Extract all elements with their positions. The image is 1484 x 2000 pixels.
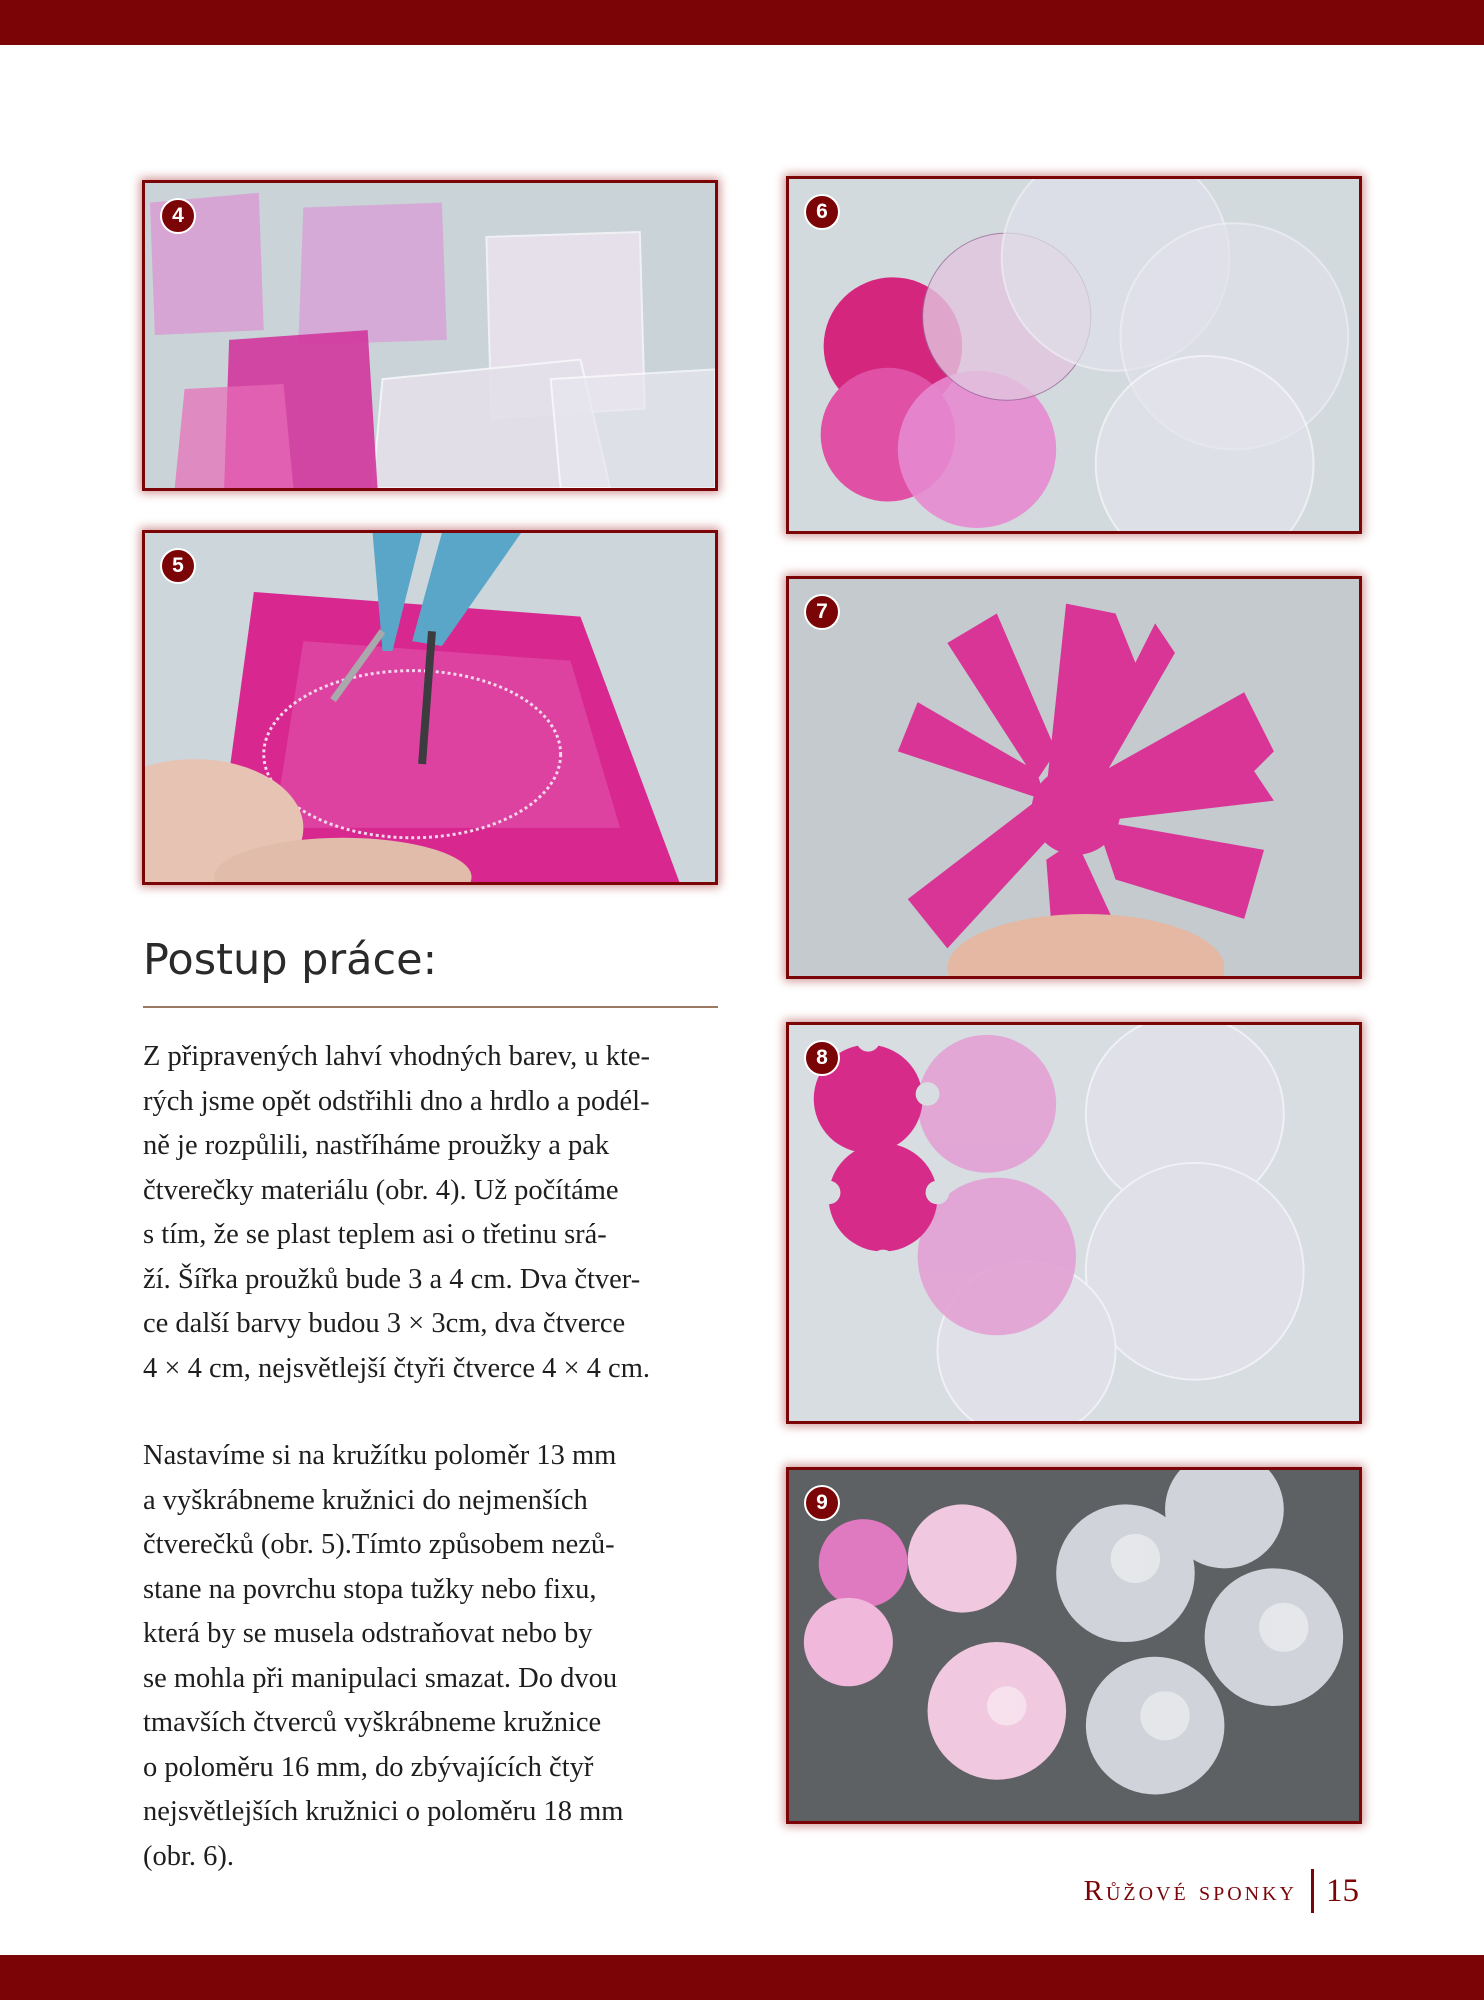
photo-8-flower-cutouts (786, 1022, 1362, 1424)
text-line: 4 × 4 cm, nejsvětlejší čtyři čtverce 4 × 4 cm. (143, 1352, 650, 1384)
figure-number-badge: 4 (160, 198, 196, 234)
figure-number-badge: 6 (804, 194, 840, 230)
text-line: která by se musela odstraňovat nebo by (143, 1618, 593, 1649)
section-heading: Postup práce: (143, 935, 438, 985)
bottom-color-band (0, 1955, 1484, 2000)
text-line: a vyškrábneme kružnici do nejmenších (143, 1484, 588, 1516)
text-line: rých jsme opět odstřihli dno a hrdlo a podél- (143, 1085, 650, 1117)
page-footer (1084, 1868, 1359, 1914)
text-line: čtverečky materiálu (obr. 4). Už počítáme (143, 1174, 619, 1206)
heading-divider (143, 1006, 718, 1008)
text-line: ce další barvy budou 3 × 3cm, dva čtverce (143, 1308, 626, 1339)
text-line: (obr. 6). (143, 1840, 235, 1872)
text-line: stane na povrchu stopa tužky nebo fixu, (143, 1573, 597, 1605)
running-title: Růžové sponky (1083, 1874, 1297, 1907)
text-line: se mohla při manipulaci smazat. Do dvou (143, 1662, 618, 1694)
text-line: ně je rozpůlili, nastříháme proužky a pak (143, 1130, 610, 1161)
figure-number-badge: 7 (804, 594, 840, 630)
text-line: Z připravených lahví vhodných barev, u kte- (143, 1041, 651, 1072)
body-paragraph-2 (143, 1434, 723, 1879)
photo-9-shaped-flowers (786, 1467, 1362, 1824)
text-line: Nastavíme si na kružítku poloměr 13 mm (143, 1440, 617, 1471)
photo-4-plastic-squares (142, 180, 718, 491)
photo-7-pink-flower (786, 576, 1362, 979)
page-number: 15 (1326, 1872, 1359, 1909)
figure-number-badge: 9 (804, 1485, 840, 1521)
text-line: tmavších čtverců vyškrábneme kružnice (143, 1707, 602, 1738)
photo-6-plastic-circles (786, 176, 1362, 534)
text-line: nejsvětlejších kružnici o poloměru 18 mm (143, 1796, 624, 1827)
text-line: s tím, že se plast teplem asi o třetinu srá- (143, 1219, 607, 1250)
body-paragraph-1 (143, 1035, 723, 1391)
photo-5-compass-circle (142, 530, 718, 885)
text-line: ží. Šířka proužků bude 3 a 4 cm. Dva čtver- (143, 1263, 641, 1295)
figure-number-badge: 8 (804, 1040, 840, 1076)
text-line: o poloměru 16 mm, do zbývajících čtyř (143, 1751, 594, 1783)
figure-number-badge: 5 (160, 548, 196, 584)
text-line: čtverečků (obr. 5).Tímto způsobem nezů- (143, 1529, 615, 1560)
top-color-band (0, 0, 1484, 45)
